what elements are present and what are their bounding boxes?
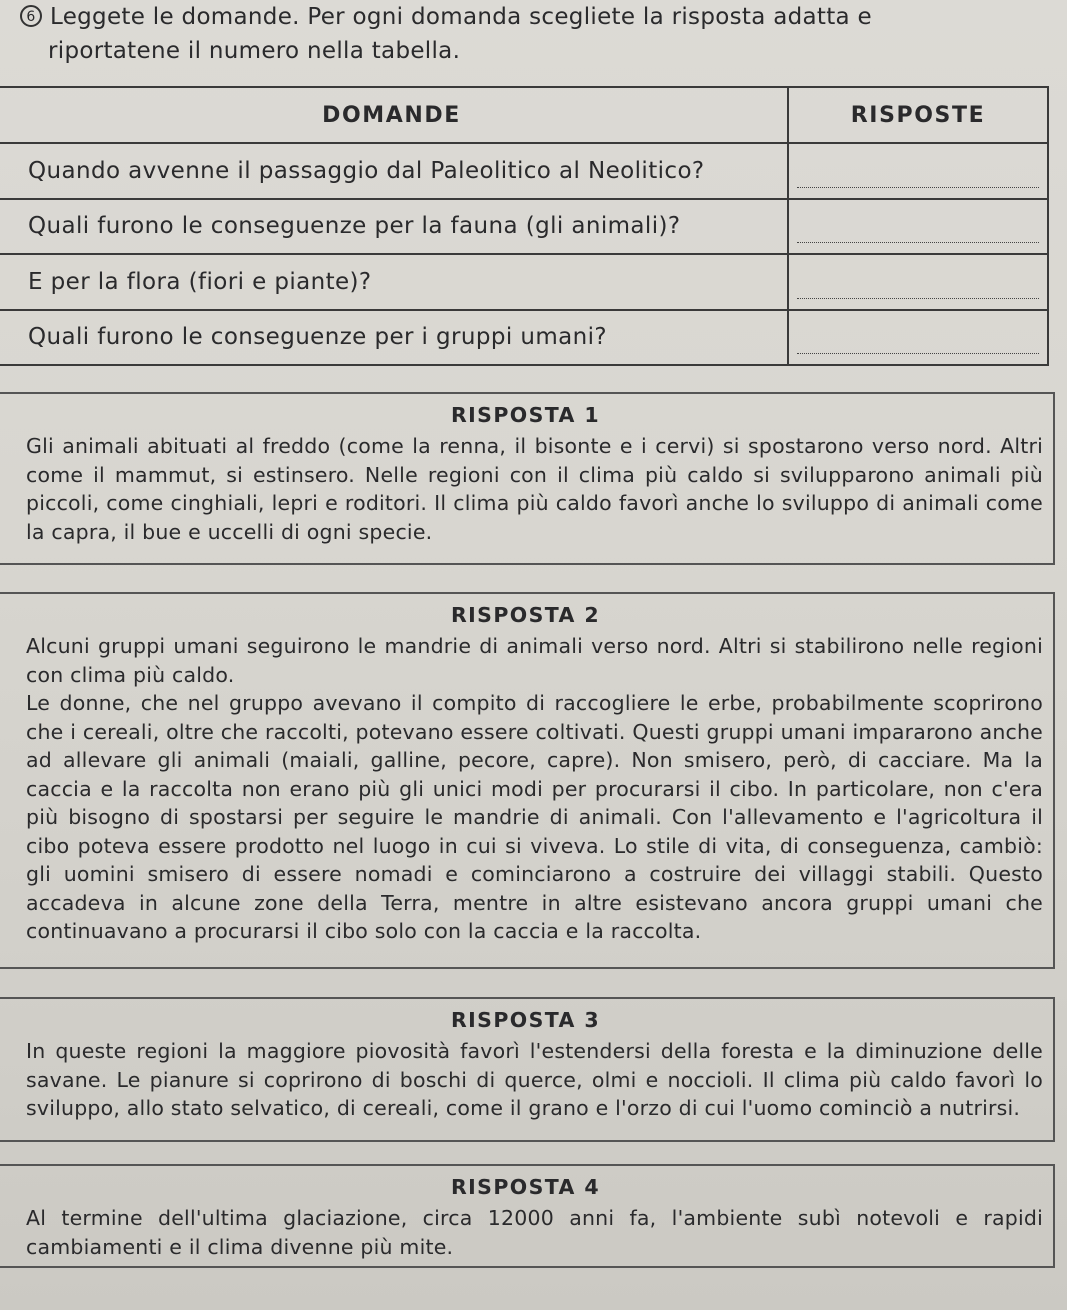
answer-body-1	[0, 432, 1053, 546]
answer-dotted-line	[797, 242, 1039, 243]
table-row	[0, 310, 1048, 365]
table-row	[0, 254, 1048, 309]
questions-table	[0, 86, 1049, 366]
answer-title-1: RISPOSTA 1	[450, 403, 601, 427]
question-3: E per la flora (fiori e piante)?	[0, 254, 788, 309]
question-2: Quali furono le conseguenze per la fauna (gli animali)?	[0, 199, 788, 254]
table-row	[0, 199, 1048, 254]
question-1: Quando avvenne il passaggio dal Paleolitico al Neolitico?	[0, 143, 788, 198]
header-domande: DOMANDE	[0, 87, 788, 143]
exercise-number: 6	[20, 5, 42, 27]
answer-paragraph: Gli animali abituati al freddo (come la renna, il bisonte e i cervi) si spostarono verso nord. Altri come il mammut, si estinsero. Nelle regioni con il clima più caldo si svilupparono animali più piccoli, come cinghiali, lepri e roditori. Il clima più caldo favorì anche lo sviluppo di animali come la capra, il bue e uccelli di ogni specie.	[26, 434, 1043, 544]
answer-body-4	[0, 1204, 1053, 1261]
answer-box-4	[0, 1164, 1055, 1268]
table-row	[0, 143, 1048, 198]
instruction-line-2: riportatene il numero nella tabella.	[48, 38, 461, 64]
answer-dotted-line	[797, 298, 1039, 299]
table-header-row	[0, 87, 1048, 143]
answer-box-2	[0, 592, 1055, 969]
answer-dotted-line	[797, 353, 1039, 354]
answer-paragraph: Le donne, che nel gruppo avevano il compito di raccogliere le erbe, probabilmente scoprirono che i cereali, oltre che raccolti, potevano essere coltivati. Questi gruppi umani impararono anche ad allevare gli animali (maiali, galline, pecore, capre). Non smisero, però, di cacciare. Ma la caccia e la raccolta non erano più gli unici modi per procurarsi il cibo. In particolare, non c'era più bisogno di spostarsi per seguire le mandrie di animali. Con l'allevamento e l'agricoltura il cibo poteva essere prodotto nel luogo in cui si viveva. Lo stile di vita, di conseguenza, cambiò: gli uomini smisero di essere nomadi e cominciarono a costruire dei villaggi stabili. Questo accadeva in alcune zone della Terra, mentre in altre esistevano ancora gruppi umani che continuavano a procurarsi il cibo solo con la caccia e la raccolta.	[26, 691, 1043, 943]
instruction-text-1: Leggete le domande. Per ogni domanda scegliete la risposta adatta e	[50, 4, 872, 30]
answer-paragraph: Alcuni gruppi umani seguirono le mandrie di animali verso nord. Altri si stabilirono nelle regioni con clima più caldo.	[26, 634, 1043, 687]
answer-dotted-line	[797, 187, 1039, 188]
instruction-line-1	[20, 0, 1050, 34]
answer-title-4: RISPOSTA 4	[450, 1175, 601, 1199]
answer-field-1[interactable]	[788, 143, 1048, 198]
answer-paragraph: Al termine dell'ultima glaciazione, circa 12000 anni fa, l'ambiente subì notevoli e rapidi cambiamenti e il clima divenne più mite.	[26, 1206, 1043, 1259]
answer-title-2: RISPOSTA 2	[450, 603, 601, 627]
answer-body-3	[0, 1037, 1053, 1123]
answer-field-3[interactable]	[788, 254, 1048, 309]
answer-paragraph: In queste regioni la maggiore piovosità favorì l'estendersi della foresta e la diminuzione delle savane. Le pianure si coprirono di boschi di querce, olmi e noccioli. Il clima più caldo favorì lo sviluppo, allo stato selvatico, di cereali, come il grano e l'orzo di cui l'uomo cominciò a nutrirsi.	[26, 1039, 1043, 1120]
answer-title-3: RISPOSTA 3	[450, 1008, 601, 1032]
answer-body-2	[0, 632, 1053, 946]
question-4: Quali furono le conseguenze per i gruppi umani?	[0, 310, 788, 365]
instruction	[20, 0, 1050, 68]
header-risposte: RISPOSTE	[788, 87, 1048, 143]
answer-box-1	[0, 392, 1055, 565]
answer-field-2[interactable]	[788, 199, 1048, 254]
answer-box-3	[0, 997, 1055, 1142]
answer-field-4[interactable]	[788, 310, 1048, 365]
